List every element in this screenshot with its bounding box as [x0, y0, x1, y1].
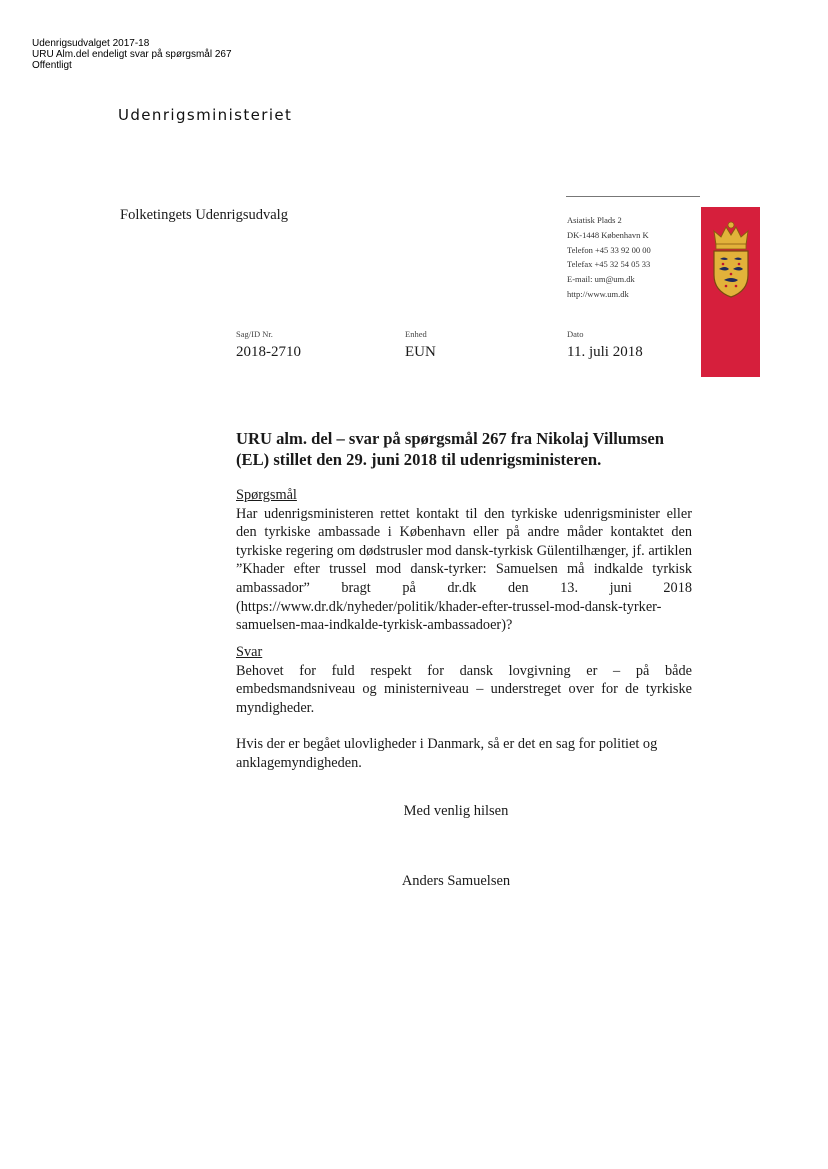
contact-block	[567, 213, 651, 302]
subject-heading: URU alm. del – svar på spørgsmål 267 fra Nikolaj Villumsen (EL) stillet den 29. juni 2018 til udenrigsministeren.	[236, 429, 664, 469]
unit-value: EUN	[405, 344, 436, 360]
answer-paragraph-2: Hvis der er begået ulovligheder i Danmark, så er det en sag for politiet og anklagemyndigheden.	[236, 736, 658, 771]
unit-field	[405, 329, 436, 361]
question-section	[236, 486, 692, 635]
question-heading: Spørgsmål	[236, 487, 297, 503]
case-id-label: Sag/ID Nr.	[236, 329, 273, 339]
contact-address: Asiatisk Plads 2	[567, 215, 622, 225]
contact-phone: Telefon +45 33 92 00 00	[567, 244, 651, 255]
stamp-committee: Udenrigsudvalget 2017-18	[32, 38, 150, 49]
unit-label: Enhed	[405, 329, 427, 339]
date-value: 11. juli 2018	[567, 344, 643, 360]
answer-section	[236, 643, 692, 773]
case-id-value: 2018-2710	[236, 344, 301, 360]
header-divider	[566, 196, 700, 197]
recipient: Folketingets Udenrigsudvalg	[120, 207, 288, 223]
contact-fax: Telefax +45 32 54 05 33	[567, 259, 651, 270]
closing-greeting: Med venlig hilsen	[403, 803, 509, 819]
ministry-name: Udenrigsministeriet	[118, 106, 293, 124]
date-label: Dato	[567, 329, 584, 339]
answer-paragraph-1: Behovet for fuld respekt for dansk lovgivning er – på både embedsmandsniveau og ministerniveau – understreget over for de tyrkiske myndigheder.	[236, 662, 692, 716]
document-stamp	[32, 38, 232, 71]
royal-crest-icon	[706, 219, 756, 299]
contact-city: DK-1448 København K	[567, 229, 649, 240]
case-id-field	[236, 329, 301, 361]
contact-email: E-mail: um@um.dk	[567, 274, 635, 285]
question-text: Har udenrigsministeren rettet kontakt til den tyrkiske udenrigsminister eller den tyrkiske ambassade i København eller på andre måder kontaktet den tyrkiske regering om dødstrusler mod dansk-tyrkisk Gülentilhænger, jf. artiklen ”Khader efter trussel mod dansk-tyrker: Samuelsen må indkalde tyrkisk ambassador” bragt på dr.dk den 13. juni 2018 (https://www.dr.dk/nyheder/politik/khader-efter-trussel-mod-dansk-tyrker-samuelsen-maa-indkalde-tyrkisk-ambassadoer)?	[236, 505, 692, 634]
signature: Anders Samuelsen	[401, 873, 511, 889]
stamp-reference: URU Alm.del endeligt svar på spørgsmål 267	[32, 49, 232, 60]
contact-web: http://www.um.dk	[567, 288, 629, 299]
stamp-status: Offentligt	[32, 60, 72, 71]
date-field	[567, 329, 643, 361]
answer-heading: Svar	[236, 644, 263, 660]
